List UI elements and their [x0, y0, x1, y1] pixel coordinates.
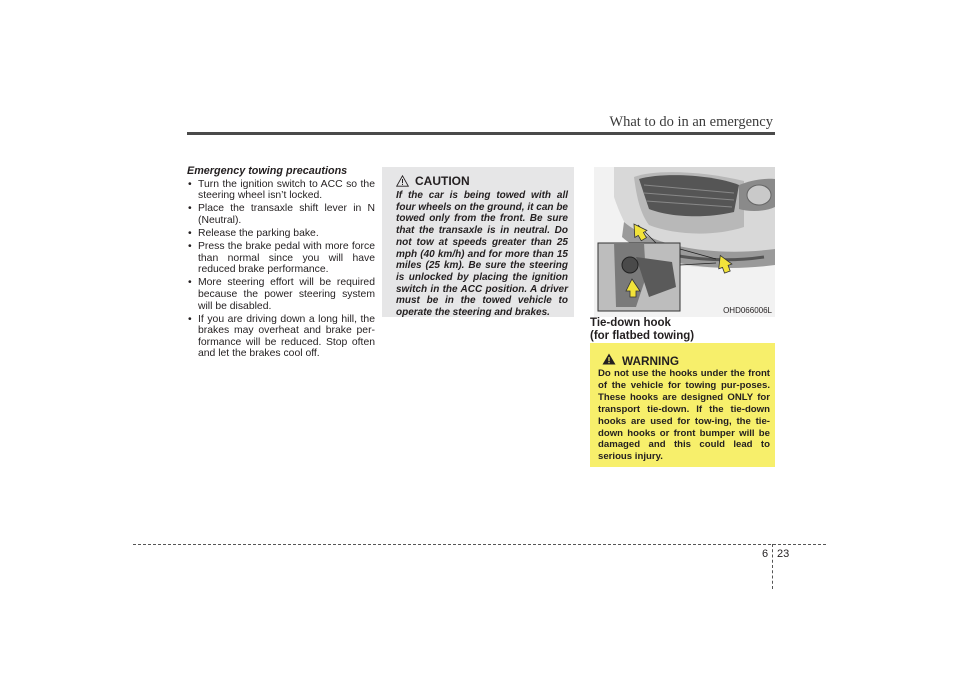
- list-item: • If you are driving down a long hill, the brakes may overheat and brake per-formance will be reduced. Stop often and let the brakes cool off.: [187, 314, 375, 360]
- caution-title: CAUTION: [415, 174, 470, 188]
- warning-text: Do not use the hooks under the front of the vehicle for towing pur-poses. These hooks are designed ONLY for transport tie-down. If the tie-down hooks are used for tow-ing, the tie-down hooks or front bumper will be damaged and this could lead to serious injury.: [598, 368, 770, 463]
- figure-heading: [590, 317, 694, 343]
- figure-heading-line1: Tie-down hook: [590, 317, 671, 329]
- caution-triangle-icon: [396, 175, 409, 187]
- header-rule: [187, 132, 775, 135]
- list-item: • More steering effort will be required because the power steering system will be disabled.: [187, 277, 375, 312]
- footer-page-divider: [772, 544, 773, 589]
- page-number: 23: [777, 548, 790, 560]
- warning-title: WARNING: [622, 354, 680, 368]
- chapter-number: 6: [762, 548, 769, 560]
- figure-heading-line2: (for flatbed towing): [590, 330, 695, 342]
- caution-text: If the car is being towed with all four wheels on the ground, it can be towed only from the front. Be sure that the transaxle is in neutral. Do not tow at speeds greater than 25 mph (40 km/h) and for more than 15 miles (25 km). Be sure the steering is unlocked by placing the ignition switch in the ACC position. A driver must be in the towed vehicle to operate the steering and brakes.: [396, 190, 568, 319]
- precautions-list: [187, 179, 375, 360]
- section-title: What to do in an emergency: [609, 114, 773, 130]
- figure-code: OHD066006L: [723, 306, 772, 315]
- caution-box: [382, 167, 574, 317]
- caution-header: [396, 174, 470, 188]
- list-item: • Turn the ignition switch to ACC so the steering wheel isn’t locked.: [187, 179, 375, 202]
- list-item: • Press the brake pedal with more force than normal since you will have reduced brake performance.: [187, 241, 375, 276]
- footer-rule: [133, 544, 826, 545]
- section-heading: Emergency towing precautions: [187, 165, 348, 177]
- tie-down-hook-figure: [594, 167, 775, 317]
- car-front-illustration: [594, 167, 775, 317]
- towing-precautions-column: [187, 166, 375, 362]
- warning-box: [590, 343, 775, 467]
- list-item: • Place the transaxle shift lever in N (Neutral).: [187, 203, 375, 226]
- list-item: • Release the parking bake.: [187, 228, 375, 240]
